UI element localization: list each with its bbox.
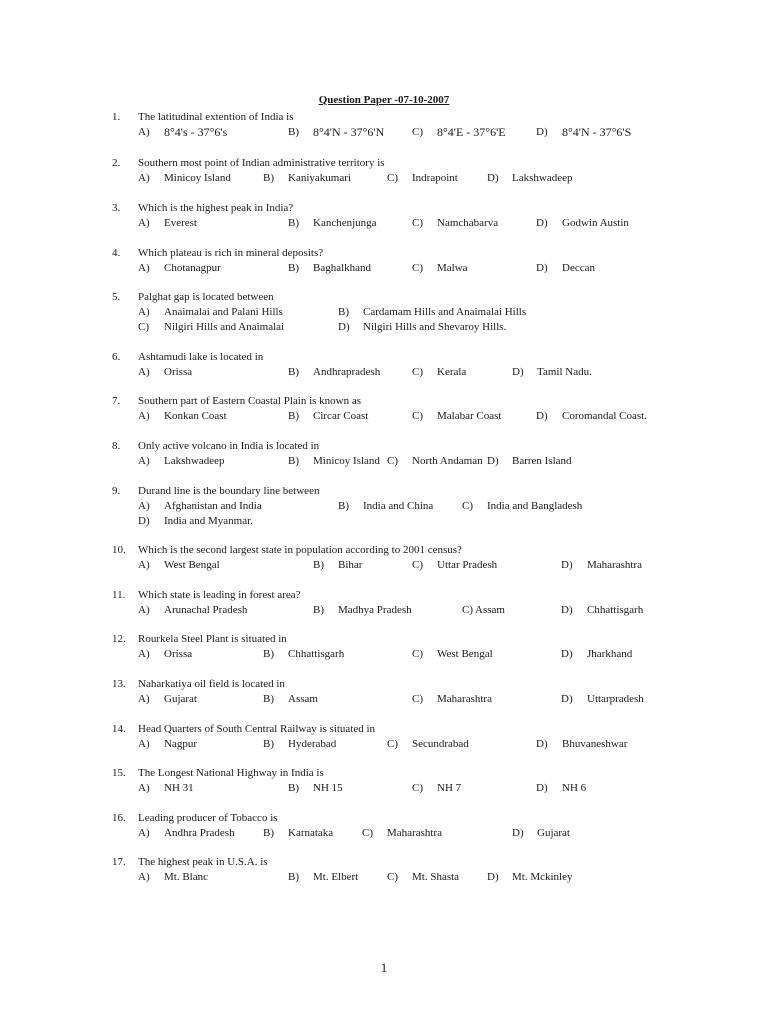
- option-text: West Bengal: [437, 648, 493, 660]
- option-text: India and Myanmar.: [164, 515, 253, 527]
- option-text: Kerala: [437, 366, 467, 378]
- option-text: Maharashtra: [437, 693, 492, 705]
- question-number: 9.: [112, 485, 121, 497]
- option-text: Chotanagpur: [164, 262, 221, 274]
- option-text: NH 15: [313, 782, 343, 794]
- option-text: Mt. Elbert: [313, 871, 359, 883]
- option-text: Mt. Mckinley: [512, 871, 573, 883]
- option-letter: D): [536, 262, 548, 274]
- option-text: Gujarat: [164, 693, 197, 705]
- question-number: 2.: [112, 157, 121, 169]
- option-letter: B): [263, 172, 274, 184]
- option-text: Malwa: [437, 262, 468, 274]
- option-letter: A): [138, 782, 150, 794]
- option-row: [112, 647, 672, 662]
- option-letter: D): [536, 126, 548, 138]
- option-letter: D): [536, 782, 548, 794]
- question-text: Head Quarters of South Central Railway is situated in: [138, 723, 376, 735]
- question-1: [112, 110, 672, 140]
- question-8: [112, 439, 672, 469]
- question-16: [112, 811, 672, 841]
- option-text: Tamil Nadu.: [537, 366, 592, 378]
- option-letter: A): [138, 172, 150, 184]
- question-line: [112, 588, 672, 603]
- option-row: [112, 320, 672, 335]
- option-letter: A): [138, 366, 150, 378]
- question-line: [112, 110, 672, 125]
- option-text: NH 31: [164, 782, 194, 794]
- option-text: Chhattisgarh: [587, 604, 644, 616]
- option-letter: C): [412, 217, 423, 229]
- option-letter: C): [412, 366, 423, 378]
- option-letter: C): [387, 871, 398, 883]
- question-text: Naharkatiya oil field is located in: [138, 678, 285, 690]
- option-text: Lakshwadeep: [164, 455, 225, 467]
- question-13: [112, 677, 672, 707]
- option-text: Karnataka: [288, 827, 334, 839]
- option-text: Gujarat: [537, 827, 570, 839]
- question-number: 14.: [112, 723, 126, 735]
- option-letter: C): [462, 500, 473, 512]
- option-row: [112, 781, 672, 796]
- page-number: 1: [380, 960, 388, 975]
- option-text: Madhya Pradesh: [338, 604, 412, 616]
- option-letter: C): [138, 321, 149, 333]
- question-line: [112, 855, 672, 870]
- question-9: [112, 484, 672, 529]
- option-text: Konkan Coast: [164, 410, 227, 422]
- option-letter: A): [138, 500, 150, 512]
- option-text: Everest: [164, 217, 197, 229]
- question-11: [112, 588, 672, 618]
- option-letter: B): [338, 500, 349, 512]
- question-number: 6.: [112, 351, 121, 363]
- option-text: Andhrapradesh: [313, 366, 381, 378]
- option-row: [112, 499, 672, 514]
- option-letter: A): [138, 410, 150, 422]
- question-number: 7.: [112, 395, 121, 407]
- option-letter: B): [288, 126, 299, 138]
- option-letter: D): [561, 648, 573, 660]
- option-text: Nilgiri Hills and Anaimalai: [164, 321, 285, 333]
- question-line: [112, 246, 672, 261]
- option-text: Secundrabad: [412, 738, 469, 750]
- question-number: 11.: [112, 589, 126, 601]
- option-letter: D): [138, 515, 150, 527]
- option-letter: D): [487, 172, 499, 184]
- option-text: NH 7: [437, 782, 462, 794]
- option-text: Indrapoint: [412, 172, 458, 184]
- option-row: [112, 171, 672, 186]
- option-text: West Bengal: [164, 559, 220, 571]
- option-text: North Andaman: [412, 455, 483, 467]
- option-letter: B): [338, 306, 349, 318]
- option-row: [112, 737, 672, 752]
- option-text: Coromandal Coast.: [562, 410, 647, 422]
- question-number: 17.: [112, 856, 126, 868]
- question-number: 4.: [112, 247, 121, 259]
- option-letter: A): [138, 871, 150, 883]
- option-letter: D): [512, 366, 524, 378]
- question-text: The latitudinal extention of India is: [138, 111, 294, 123]
- option-row: [112, 305, 672, 320]
- option-letter: A): [138, 455, 150, 467]
- option-text: Anaimalai and Palani Hills: [164, 306, 283, 318]
- option-row: [112, 826, 672, 841]
- option-text: 8°4'N - 37°6'N: [313, 125, 385, 139]
- option-letter: A): [138, 648, 150, 660]
- question-3: [112, 201, 672, 231]
- question-10: [112, 543, 672, 573]
- question-line: [112, 632, 672, 647]
- option-letter: C): [412, 410, 423, 422]
- option-text: Bihar: [338, 559, 363, 571]
- question-line: [112, 766, 672, 781]
- question-17: [112, 855, 672, 885]
- question-number: 8.: [112, 440, 121, 452]
- question-text: The highest peak in U.S.A. is: [138, 856, 268, 868]
- option-letter: B): [263, 693, 274, 705]
- question-text: Which plateau is rich in mineral deposits?: [138, 247, 324, 259]
- question-2: [112, 156, 672, 186]
- question-text: Which state is leading in forest area?: [138, 589, 301, 601]
- option-letter: A): [138, 306, 150, 318]
- option-row: [112, 216, 672, 231]
- question-line: [112, 394, 672, 409]
- question-line: [112, 350, 672, 365]
- question-4: [112, 246, 672, 276]
- option-letter: D): [512, 827, 524, 839]
- question-number: 3.: [112, 202, 121, 214]
- question-5: [112, 290, 672, 335]
- option-letter: D): [536, 738, 548, 750]
- option-letter: B): [288, 366, 299, 378]
- option-letter: C): [362, 827, 373, 839]
- option-text: Lakshwadeep: [512, 172, 573, 184]
- option-row: [112, 603, 672, 618]
- option-text: Maharashtra: [587, 559, 642, 571]
- question-text: Palghat gap is located between: [138, 291, 274, 303]
- option-row: [112, 365, 672, 380]
- option-letter: B): [263, 648, 274, 660]
- option-text: Godwin Austin: [562, 217, 629, 229]
- option-text: Minicoy Island: [164, 172, 231, 184]
- option-text: Andhra Pradesh: [164, 827, 235, 839]
- question-line: [112, 156, 672, 171]
- option-letter: B): [263, 827, 274, 839]
- option-letter: B): [288, 871, 299, 883]
- option-text: Bhuvaneshwar: [562, 738, 628, 750]
- question-text: Which is the highest peak in India?: [138, 202, 294, 214]
- question-15: [112, 766, 672, 796]
- option-letter: C): [412, 782, 423, 794]
- question-14: [112, 722, 672, 752]
- question-line: [112, 439, 672, 454]
- question-line: [112, 543, 672, 558]
- option-letter: D): [561, 559, 573, 571]
- question-number: 12.: [112, 633, 126, 645]
- option-text: Nagpur: [164, 738, 197, 750]
- option-text: India and Bangladesh: [487, 500, 583, 512]
- option-row: [112, 870, 672, 885]
- option-text: NH 6: [562, 782, 587, 794]
- question-text: Only active volcano in India is located in: [138, 440, 320, 452]
- option-letter: C): [412, 126, 423, 138]
- page-title: Question Paper -07-10-2007: [318, 94, 450, 106]
- option-text: Barren Island: [512, 455, 572, 467]
- question-text: Rourkela Steel Plant is situated in: [138, 633, 287, 645]
- option-text: 8°4's - 37°6's: [164, 125, 228, 139]
- option-letter: C): [387, 738, 398, 750]
- option-letter: A): [138, 604, 150, 616]
- option-text: 8°4'N - 37°6'S: [562, 125, 632, 139]
- option-text: Arunachal Pradesh: [164, 604, 248, 616]
- question-line: [112, 722, 672, 737]
- option-letter: B): [288, 410, 299, 422]
- option-letter: D): [487, 455, 499, 467]
- option-text: Nilgiri Hills and Shevaroy Hills.: [363, 321, 507, 333]
- option-letter: B): [313, 559, 324, 571]
- option-text: Circar Coast: [313, 410, 369, 422]
- option-text: Mt. Blanc: [164, 871, 208, 883]
- option-letter: A): [138, 559, 150, 571]
- option-letter: A): [138, 262, 150, 274]
- option-letter: B): [263, 738, 274, 750]
- option-letter: D): [561, 604, 573, 616]
- option-text: Baghalkhand: [313, 262, 372, 274]
- option-row: [112, 454, 672, 469]
- option-letter: D): [536, 410, 548, 422]
- option-text: Afghanistan and India: [164, 500, 262, 512]
- option-row: [112, 558, 672, 573]
- question-number: 5.: [112, 291, 121, 303]
- option-text: Kanchenjunga: [313, 217, 377, 229]
- option-row: [112, 692, 672, 707]
- option-letter: C): [387, 455, 398, 467]
- question-12: [112, 632, 672, 662]
- option-text: Jharkhand: [587, 648, 633, 660]
- option-letter: D): [487, 871, 499, 883]
- option-letter: A): [138, 693, 150, 705]
- question-6: [112, 350, 672, 380]
- option-row: [112, 409, 672, 424]
- option-text: Orissa: [164, 366, 193, 378]
- question-number: 1.: [112, 111, 121, 123]
- option-letter: D): [561, 693, 573, 705]
- question-number: 13.: [112, 678, 126, 690]
- option-text: Uttar Pradesh: [437, 559, 498, 571]
- option-text: Malabar Coast: [437, 410, 502, 422]
- option-letter: C): [412, 262, 423, 274]
- option-text: Maharashtra: [387, 827, 442, 839]
- question-line: [112, 811, 672, 826]
- option-letter: A): [138, 126, 150, 138]
- option-letter: A): [138, 827, 150, 839]
- question-text: Which is the second largest state in population according to 2001 census?: [138, 544, 462, 556]
- option-text: Mt. Shasta: [412, 871, 460, 883]
- option-letter: B): [288, 782, 299, 794]
- option-text: Deccan: [562, 262, 595, 274]
- option-text: Namchabarva: [437, 217, 499, 229]
- option-letter: C): [412, 693, 423, 705]
- option-letter: C): [412, 648, 423, 660]
- question-text: Southern part of Eastern Coastal Plain is known as: [138, 395, 362, 407]
- option-text: India and China: [363, 500, 434, 512]
- question-text: Durand line is the boundary line between: [138, 485, 320, 497]
- option-text: Orissa: [164, 648, 193, 660]
- option-letter: B): [288, 217, 299, 229]
- question-number: 10.: [112, 544, 126, 556]
- question-line: [112, 201, 672, 216]
- option-row: [112, 125, 672, 140]
- question-text: The Longest National Highway in India is: [138, 767, 324, 779]
- option-row: [112, 261, 672, 276]
- option-text: Assam: [475, 604, 505, 616]
- option-text: Cardamam Hills and Anaimalai Hills: [363, 306, 527, 318]
- option-letter: A): [138, 217, 150, 229]
- option-letter: D): [536, 217, 548, 229]
- option-text: Kaniyakumari: [288, 172, 351, 184]
- question-line: [112, 677, 672, 692]
- question-text: Leading producer of Tobacco is: [138, 812, 278, 824]
- option-letter: C): [387, 172, 398, 184]
- option-letter: C): [412, 559, 423, 571]
- option-text: Chhattisgarh: [288, 648, 345, 660]
- option-text: Uttarpradesh: [587, 693, 644, 705]
- question-number: 16.: [112, 812, 126, 824]
- option-text: 8°4'E - 37°6'E: [437, 125, 506, 139]
- option-text: Assam: [288, 693, 318, 705]
- option-text: Minicoy Island: [313, 455, 380, 467]
- question-text: Ashtamudi lake is located in: [138, 351, 264, 363]
- option-letter: B): [288, 455, 299, 467]
- option-letter: B): [313, 604, 324, 616]
- option-letter: A): [138, 738, 150, 750]
- question-number: 15.: [112, 767, 126, 779]
- question-text: Southern most point of Indian administrative territory is: [138, 157, 385, 169]
- question-line: [112, 290, 672, 305]
- option-row: [112, 514, 672, 529]
- question-line: [112, 484, 672, 499]
- option-letter: B): [288, 262, 299, 274]
- option-letter: C): [462, 604, 473, 616]
- question-7: [112, 394, 672, 424]
- option-letter: D): [338, 321, 350, 333]
- option-text: Hyderabad: [288, 738, 337, 750]
